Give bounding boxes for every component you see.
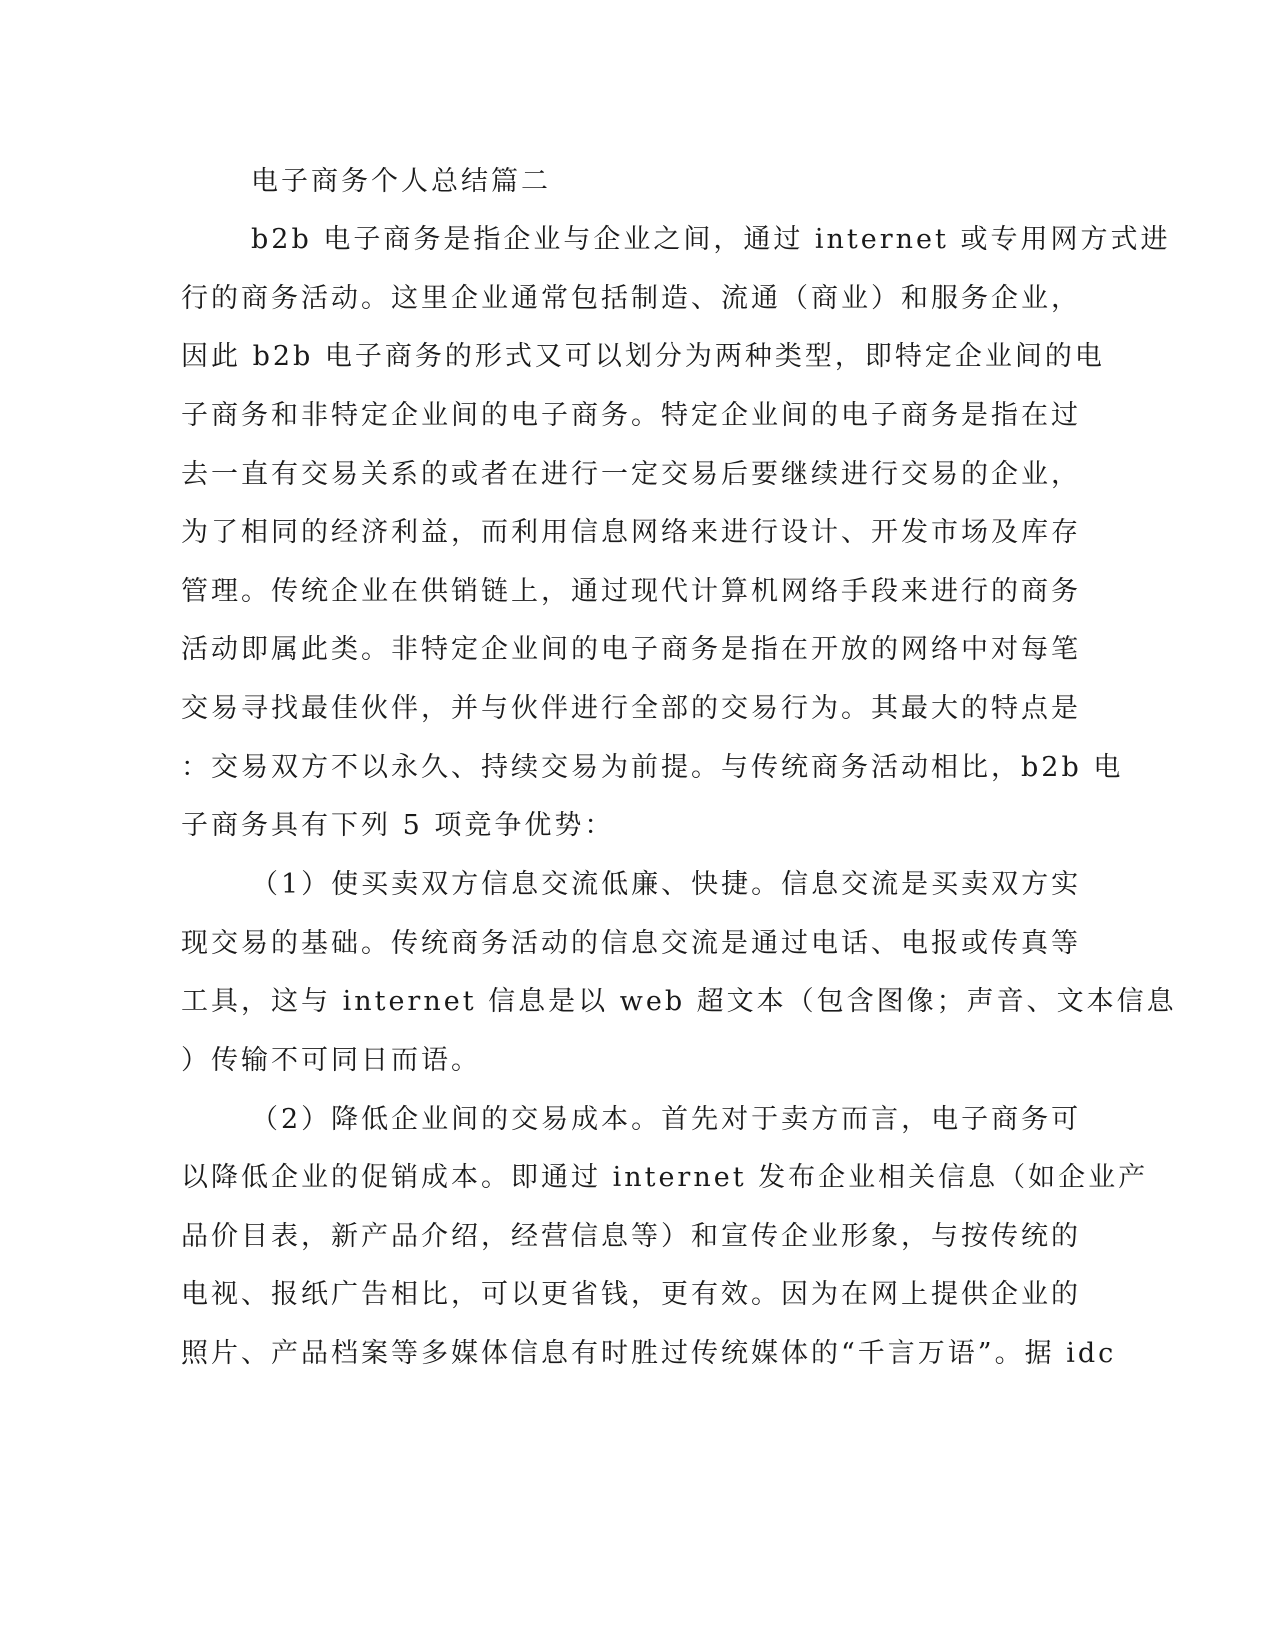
paragraph-line: 现交易的基础。传统商务活动的信息交流是通过电话、电报或传真等	[181, 928, 1081, 959]
paragraph-line: 电视、报纸广告相比，可以更省钱，更有效。因为在网上提供企业的	[181, 1279, 1081, 1310]
paragraph-line: 品价目表，新产品介绍，经营信息等）和宣传企业形象，与按传统的	[181, 1221, 1081, 1252]
paragraph-line: b2b 电子商务是指企业与企业之间，通过 internet 或专用网方式进	[251, 224, 1171, 255]
paragraph-line: 管理。传统企业在供销链上，通过现代计算机网络手段来进行的商务	[181, 576, 1081, 607]
paragraph-line: （1）使买卖双方信息交流低廉、快捷。信息交流是买卖双方实	[251, 869, 1082, 900]
paragraph-line: 为了相同的经济利益，而利用信息网络来进行设计、开发市场及库存	[181, 517, 1081, 548]
document-title: 电子商务个人总结篇二	[251, 166, 551, 197]
paragraph-line: 照片、产品档案等多媒体信息有时胜过传统媒体的“千言万语”。据 idc	[181, 1338, 1117, 1369]
paragraph-line: 子商务和非特定企业间的电子商务。特定企业间的电子商务是指在过	[181, 400, 1081, 431]
paragraph-line: ：交易双方不以永久、持续交易为前提。与传统商务活动相比，b2b 电	[181, 752, 1124, 783]
paragraph-line: 交易寻找最佳伙伴，并与伙伴进行全部的交易行为。其最大的特点是	[181, 693, 1081, 724]
paragraph-line: 以降低企业的促销成本。即通过 internet 发布企业相关信息（如企业产	[181, 1162, 1149, 1193]
paragraph-line: （2）降低企业间的交易成本。首先对于卖方而言，电子商务可	[251, 1104, 1082, 1135]
paragraph-line: 因此 b2b 电子商务的形式又可以划分为两种类型，即特定企业间的电	[181, 341, 1105, 372]
paragraph-line: 子商务具有下列 5 项竞争优势：	[181, 810, 615, 841]
paragraph-line: 行的商务活动。这里企业通常包括制造、流通（商业）和服务企业，	[181, 283, 1081, 314]
paragraph-line: 活动即属此类。非特定企业间的电子商务是指在开放的网络中对每笔	[181, 634, 1081, 665]
paragraph-line: ）传输不可同日而语。	[181, 1045, 481, 1076]
paragraph-line: 去一直有交易关系的或者在进行一定交易后要继续进行交易的企业，	[181, 459, 1081, 490]
paragraph-line: 工具，这与 internet 信息是以 web 超文本（包含图像；声音、文本信息	[181, 986, 1177, 1017]
